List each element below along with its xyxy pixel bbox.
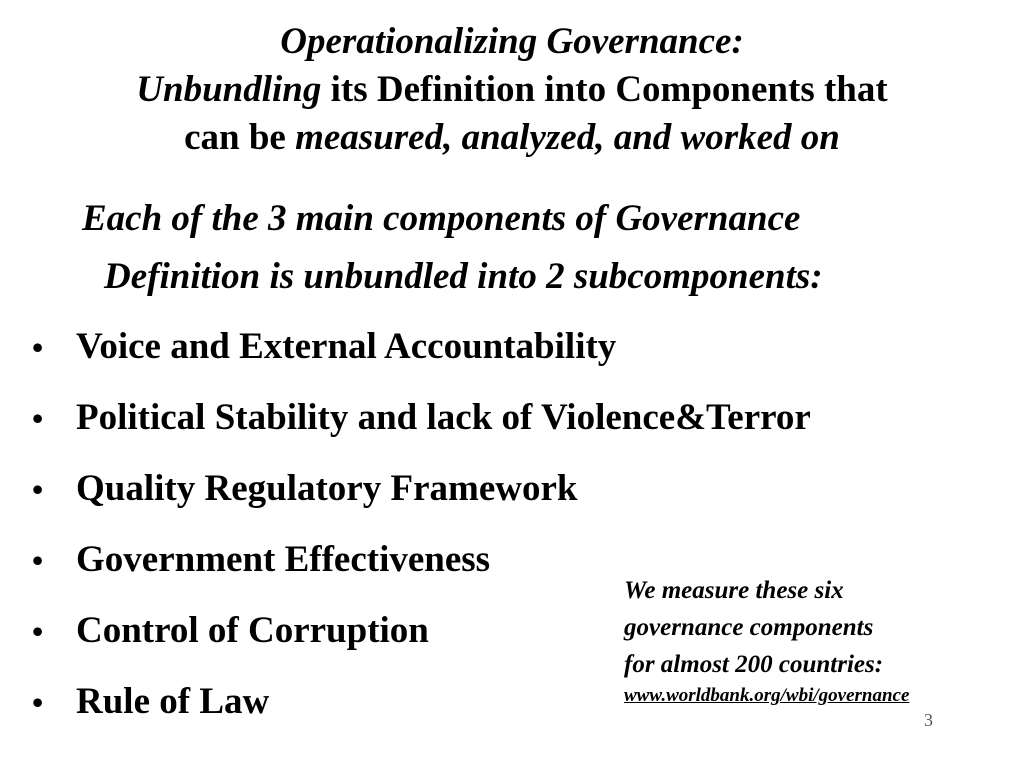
measurement-note xyxy=(624,572,909,709)
note-line-3: for almost 200 countries: xyxy=(624,651,884,678)
title-line-3 xyxy=(0,114,1024,162)
bullet-icon: • xyxy=(32,613,44,649)
title-line-1-text: Operationalizing Governance: xyxy=(280,21,744,62)
bullet-icon: • xyxy=(32,400,44,436)
bullet-icon: • xyxy=(32,471,44,507)
list-item-text: Rule of Law xyxy=(76,681,270,722)
list-item-text: Government Effectiveness xyxy=(76,539,491,580)
list-item-text: Political Stability and lack of Violence&Terror xyxy=(76,397,811,438)
bullet-icon: • xyxy=(32,542,44,578)
title-line-2-rest: its Definition into Components that xyxy=(321,69,888,110)
slide-title xyxy=(0,18,1024,162)
title-line-2-italic: Unbundling xyxy=(136,69,322,110)
list-item-text: Control of Corruption xyxy=(76,610,429,651)
subtitle-line-1: Each of the 3 main components of Governance xyxy=(82,198,801,239)
list-item-text: Quality Regulatory Framework xyxy=(76,468,578,509)
note-line-2: governance components xyxy=(624,614,874,641)
bullet-icon: • xyxy=(32,329,44,365)
bullet-icon: • xyxy=(32,684,44,720)
title-line-1 xyxy=(0,18,1024,66)
subtitle-line-2: Definition is unbundled into 2 subcomponents: xyxy=(104,256,823,297)
note-line-1: We measure these six xyxy=(624,577,844,604)
slide-number: 3 xyxy=(924,710,933,730)
list-item-text: Voice and External Accountability xyxy=(76,326,617,367)
title-line-3-italic: measured, analyzed, and worked on xyxy=(295,117,840,158)
title-line-3-start: can be xyxy=(184,117,296,158)
title-line-2 xyxy=(0,66,1024,114)
governance-url-link[interactable]: www.worldbank.org/wbi/governance xyxy=(624,685,910,706)
